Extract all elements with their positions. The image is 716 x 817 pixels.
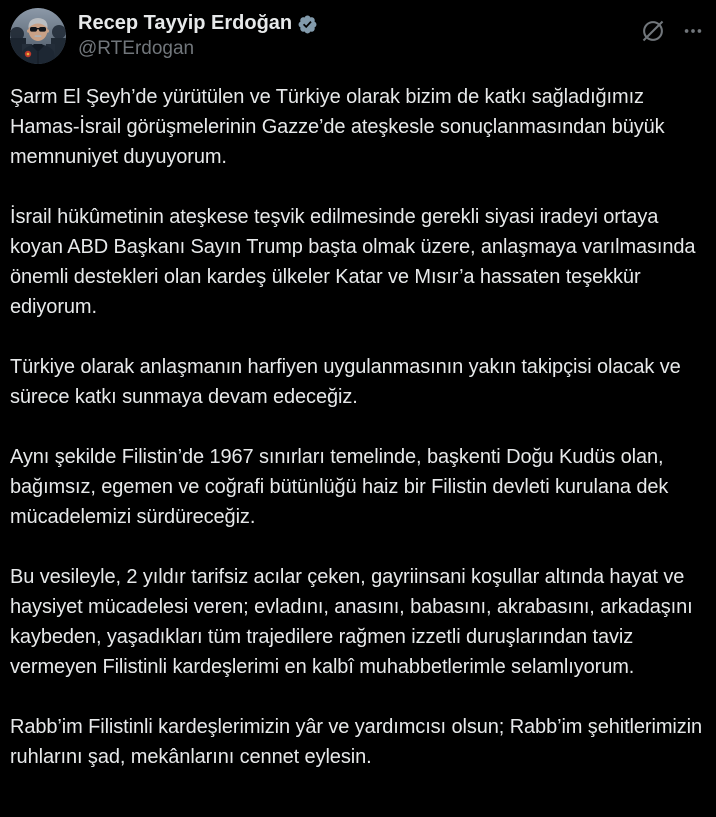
avatar[interactable] — [10, 8, 66, 64]
header-actions — [640, 8, 706, 44]
tweet-paragraph: Bu vesileyle, 2 yıldır tarifsiz acılar çeken, gayriinsani koşullar altında hayat ve haysiyet mücadelesi veren; evladını, anasını, babasını, akrabasını, arkadaşını kaybeden, yaşadıkları tüm trajedilere rağmen izzetli duruşlarından taviz vermeyen Filistinli kardeşlerimi en kalbî muhabbetlerimle selamlıyorum. — [10, 566, 693, 678]
tweet-text — [10, 82, 706, 772]
tweet-paragraph: Rabb’im Filistinli kardeşlerimizin yâr ve yardımcısı olsun; Rabb’im şehitlerimizin ruhlarını şad, mekânlarını cennet eylesin. — [10, 716, 702, 768]
tweet-paragraph: İsrail hükûmetinin ateşkese teşvik edilmesinde gerekli siyasi iradeyi ortaya koyan ABD Başkanı Sayın Trump başta olmak üzere, anlaşmaya varılmasında önemli destekleri olan kardeş ülkeler Katar ve Mısır’a hassaten teşekkür ediyorum. — [10, 206, 696, 318]
tweet-paragraph: Aynı şekilde Filistin’de 1967 sınırları temelinde, başkenti Doğu Kudüs olan, bağımsız, egemen ve coğrafi bütünlüğü haiz bir Filistin devleti kurulana dek mücadelemizi sürdüreceğiz. — [10, 446, 669, 528]
tweet-header — [10, 8, 706, 64]
more-icon[interactable] — [682, 20, 704, 42]
tweet-paragraph: Şarm El Şeyh’de yürütülen ve Türkiye olarak bizim de katkı sağladığımız Hamas-İsrail görüşmelerinin Gazze’de ateşkesle sonuçlanmasından büyük memnuniyet duyuyorum. — [10, 86, 665, 168]
grok-icon[interactable] — [640, 18, 666, 44]
tweet-paragraph: Türkiye olarak anlaşmanın harfiyen uygulanmasının yakın takipçisi olacak ve sürece katkı sunmaya devam edeceğiz. — [10, 356, 681, 408]
user-info — [78, 8, 640, 61]
user-handle[interactable]: @RTErdogan — [78, 38, 195, 59]
display-name[interactable]: Recep Tayyip Erdoğan — [78, 12, 293, 34]
verified-badge-icon — [297, 14, 318, 35]
avatar-image — [10, 8, 66, 64]
name-row — [78, 11, 640, 36]
